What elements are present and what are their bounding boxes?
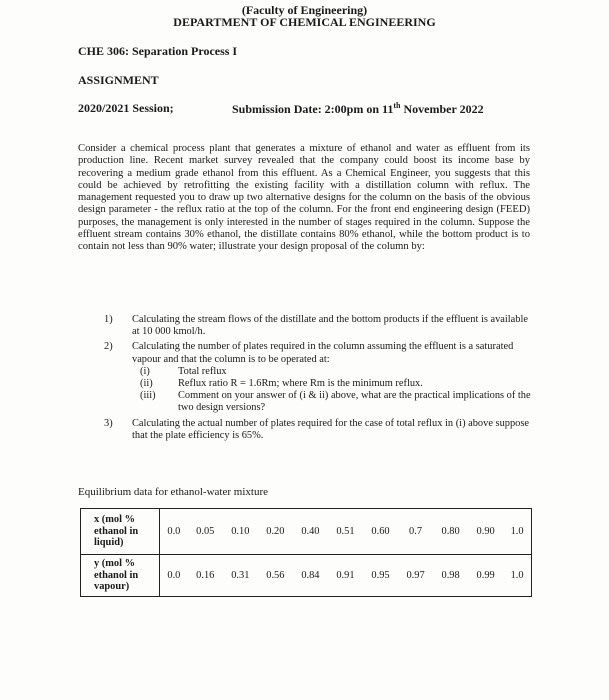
x-cell: 1.0 — [503, 509, 531, 555]
y-cell: 0.0 — [160, 555, 188, 597]
task-text: Calculating the actual number of plates required for the case of total reflux in (i) above suppose that the plate efficiency is 65%. — [132, 417, 530, 441]
department-heading: DEPARTMENT OF CHEMICAL ENGINEERING — [173, 15, 436, 29]
x-cell: 0.90 — [468, 509, 503, 555]
task-number: 2) — [104, 341, 113, 353]
y-cell: 1.0 — [503, 555, 531, 597]
x-cell: 0.80 — [433, 509, 468, 555]
equilibrium-title: Equilibrium data for ethanol-water mixture — [78, 486, 268, 498]
x-row-header: x (mol % ethanol in liquid) — [81, 509, 160, 555]
equilibrium-table — [80, 508, 532, 597]
x-cell: 0.51 — [328, 509, 363, 555]
task-number: 3) — [104, 417, 113, 429]
subtask-number: (i) — [140, 365, 150, 377]
subtask-item — [132, 390, 532, 414]
submission-date — [232, 101, 484, 117]
submission-sup: th — [393, 101, 401, 110]
subtask-number: (iii) — [140, 390, 156, 402]
problem-statement: Consider a chemical process plant that generates a mixture of ethanol and water as effluent from its production line. Recent market survey revealed that the company could boost its income base by recovering a medium grade ethanol from this effluent. As a Chemical Engineer, you suggests that this could be achieved by retrofitting the existing facility with a distillation column with reflux. The management requested you to draw up two alternative designs for the column on the basis of the obvious design parameter - the reflux ratio at the top of the column. For the front end engineering design (FEED) purposes, the management is only interested in the number of stages required in the column. Suppose the effluent stream contains 30% ethanol, the distillate contains 80% ethanol, while the bottom product is to contain not less than 90% water; illustrate your design proposal of the column by: — [78, 143, 530, 253]
task-item — [78, 341, 532, 414]
assignment-heading: ASSIGNMENT — [78, 73, 159, 87]
x-cell: 0.20 — [258, 509, 293, 555]
y-cell: 0.84 — [293, 555, 328, 597]
y-cell: 0.98 — [433, 555, 468, 597]
y-cell: 0.99 — [468, 555, 503, 597]
y-row-header: y (mol % ethanol in vapour) — [81, 555, 160, 597]
x-cell: 0.40 — [293, 509, 328, 555]
subtask-text: Comment on your answer of (i & ii) above, what are the practical implications of the two design versions? — [178, 390, 531, 414]
course-title: CHE 306: Separation Process I — [78, 44, 238, 58]
x-cell: 0.10 — [223, 509, 258, 555]
table-row-x — [81, 509, 532, 555]
y-cell: 0.95 — [363, 555, 398, 597]
subtask-item — [132, 378, 532, 390]
task-item — [78, 314, 532, 338]
subtask-list — [132, 366, 532, 415]
table-row-y — [81, 555, 532, 597]
subtask-number: (ii) — [140, 378, 153, 390]
y-cell: 0.56 — [258, 555, 293, 597]
task-text: Calculating the number of plates required in the column assuming the effluent is a saturated vapour and that the column is to be operated at: — [132, 341, 514, 365]
y-cell: 0.97 — [398, 555, 433, 597]
y-cell: 0.16 — [188, 555, 223, 597]
submission-prefix: Submission Date: 2:00pm on 11 — [232, 102, 394, 116]
x-cell: 0.05 — [188, 509, 223, 555]
subtask-item — [132, 366, 532, 378]
x-cell: 0.7 — [398, 509, 433, 555]
x-cell: 0.60 — [363, 509, 398, 555]
session-label: 2020/2021 Session; — [78, 101, 174, 115]
y-cell: 0.31 — [223, 555, 258, 597]
task-list — [78, 314, 532, 445]
task-item — [78, 418, 532, 442]
submission-suffix: November 2022 — [400, 102, 484, 116]
task-text: Calculating the stream flows of the distillate and the bottom products if the effluent is available at 10 000 kmol/h. — [132, 314, 528, 338]
y-cell: 0.91 — [328, 555, 363, 597]
subtask-text: Reflux ratio R = 1.6Rm; where Rm is the minimum reflux. — [178, 378, 423, 390]
task-number: 1) — [104, 314, 113, 325]
x-cell: 0.0 — [160, 509, 188, 555]
subtask-text: Total reflux — [178, 365, 227, 377]
faculty-heading: (Faculty of Engineering) — [241, 3, 368, 17]
